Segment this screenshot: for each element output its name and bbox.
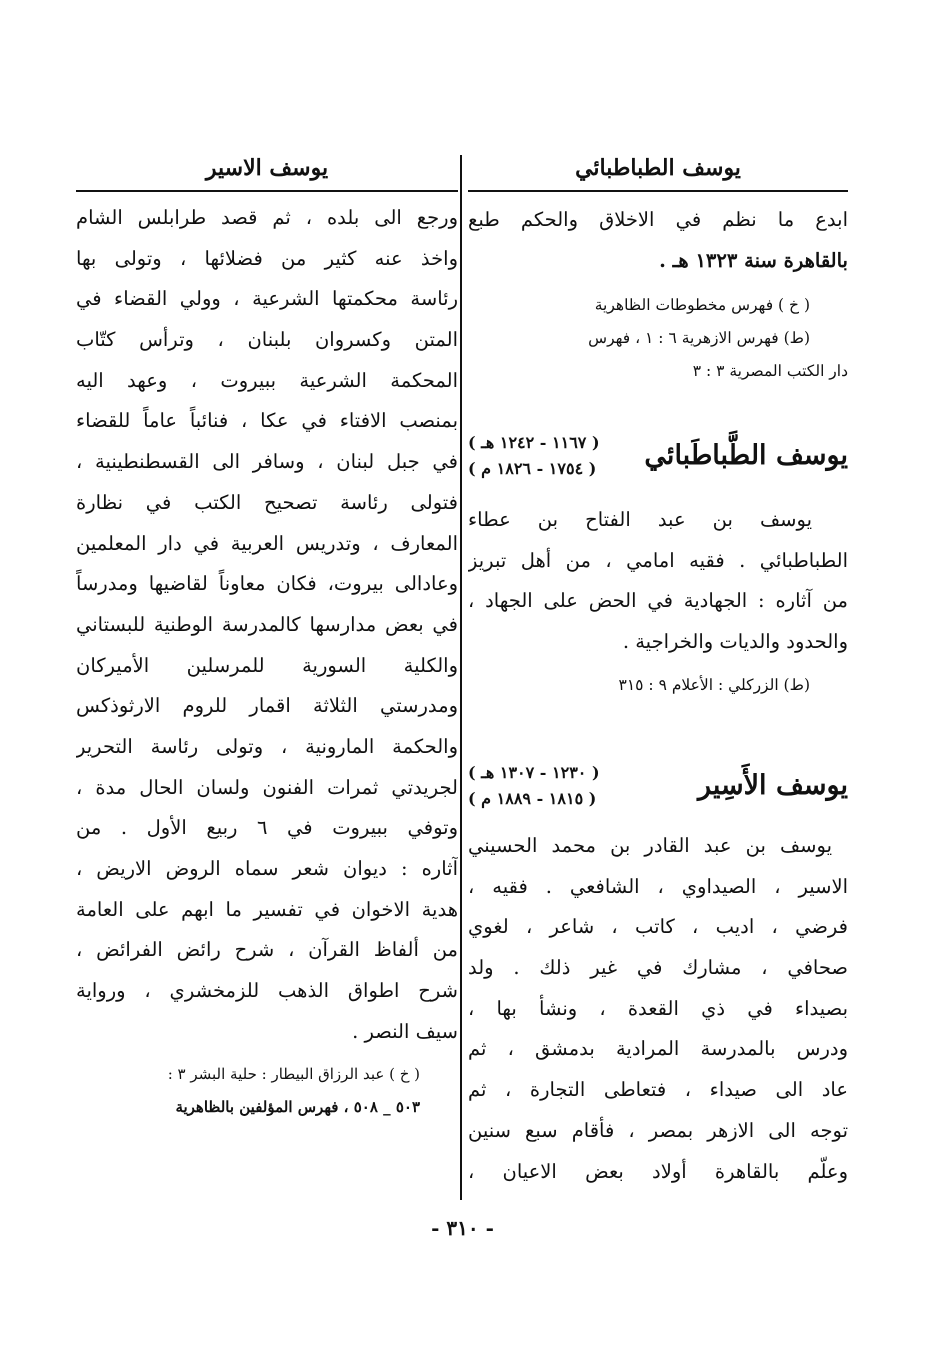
source-line: ( خ ) فهرس مخطوطات الظاهرية [594,296,810,315]
entry-name: يوسف الطَّباطَبائي [644,440,848,471]
source-line: ( خ ) عبد الرزاق البيطار : حلية البشر ٣ : [167,1065,420,1084]
entry-heading [468,430,848,496]
dates-gregorian: ( ١٨١٥ - ١٨٨٩ م ) [468,789,597,808]
header-rule [76,190,458,192]
entry-body [468,500,848,702]
text-line: والكلية السورية للمرسلين الأميركان [76,653,458,677]
entry-dates [468,430,680,482]
text-line: واخذ عنه كثير من فضلائها ، وتولى بها [76,246,458,270]
text-line: بصيداء في ذي القعدة ، ونشأ بها ، [468,996,848,1020]
text-line: وعادالى بيروت، فكان معاوناً لقاضيها ومدرساً [76,572,458,596]
text-line: في بعض مدارسها كالمدرسة الوطنية للبستاني [76,612,458,636]
header-rule [468,190,848,192]
source-line: دار الكتب المصرية ٣ : ٣ [692,362,848,381]
intro-text [468,200,848,388]
right-column-header: يوسف الطباطبائي [575,155,741,181]
text-line: ابدع ما نظم في الاخلاق والحكم طبع [468,208,848,231]
text-line: شرح اطواق الذهب للزمخشري ، ورواية [76,979,458,1003]
column-divider [460,155,462,1200]
text-line: ومدرستي الثلاثة اقمار للروم الارثوذكس [76,694,458,718]
text-line: توجه الى الازهر بمصر ، فأقام سبع سنين [468,1118,848,1142]
entry-heading [468,760,848,826]
text-line: المحكمة الشرعية ببيروت ، وعهد اليه [76,368,458,392]
text-line: آثاره : ديوان شعر سماه الروض الاريض ، [76,857,458,880]
dates-gregorian: ( ١٧٥٤ - ١٨٢٦ م ) [468,459,597,478]
text-line: الطباطبائي . فقيه امامي ، من أهل تبريز [468,548,848,572]
text-line: رئاسة محكمتها الشرعية ، وولي القضاء في [76,287,458,311]
text-line: المعارف ، وتدريس العربية في دار المعلمين [76,531,458,555]
text-line: الاسير ، الصيداوي ، الشافعي . فقيه ، [468,874,848,898]
text-line: بمنصب الافتاء في عكا ، فنائباً عاماً للقضاء [76,409,458,433]
text-line: لجريدتي ثمرات الفنون ولسان الحال مدة ، [76,775,458,799]
text-line: والحكمة المارونية ، وتولى رئاسة التحرير [76,734,458,758]
dates-hijri: ( ١١٦٧ - ١٢٤٢ هـ ) [468,433,600,452]
entry-body [468,826,848,1192]
source-line: (ط) فهرس الازهرية ٦ : ١ ، فهرس [588,329,810,348]
entry-dates [468,760,680,812]
left-column-header: يوسف الاسير [205,155,329,181]
text-line: في جبل لبنان ، وسافر الى القسطنطينية ، [76,450,458,474]
entry-continuation [76,198,458,1124]
text-line: ودرس بالمدرسة المرادية بدمشق ، ثم [468,1037,848,1061]
text-line: يوسف بن عبد القادر بن محمد الحسيني [468,834,832,857]
text-line: بالقاهرة سنة ١٣٢٣ هـ . [659,248,848,272]
left-column [76,150,458,1117]
text-line: المتن وكسروان بلبنان ، وترأس كتّاب [76,328,458,352]
text-line: فرضي ، اديب ، كاتب ، شاعر ، لغوي [468,915,848,939]
page-number: - ٣١٠ - [431,1216,494,1240]
text-line: من ألفاظ القرآن ، شرح رائض الفرائض ، [76,938,458,962]
text-line: صحافي ، مشارك في غير ذلك . ولد [468,956,848,980]
text-line: سيف النصر . [352,1019,458,1043]
entry-name: يوسف الأَسِير [697,770,848,801]
text-line: ورجع الى بلده ، ثم قصد طرابلس الشام [76,206,458,229]
text-line: والحدود والديات والخراجية . [622,630,848,654]
source-line: (ط) الزركلي : الأعلام ٩ : ٣١٥ [618,675,810,694]
text-line: عاد الى صيداء ، فتعاطى التجارة ، ثم [468,1078,848,1102]
text-line: وتوفي ببيروت في ٦ ربيع الأول . من [76,816,458,840]
text-line: هدية الاخوان في تفسير ما ابهم على العامة [76,897,458,921]
text-line: فتولى رئاسة تصحيح الكتب في نظارة [76,490,458,514]
text-line: وعلّم بالقاهرة أولاد بعض الاعيان ، [468,1159,848,1183]
dates-hijri: ( ١٢٣٠ - ١٣٠٧ هـ ) [468,763,600,782]
source-line: ٥٠٣ _ ٥٠٨ ، فهرس المؤلفين بالظاهرية [175,1098,420,1117]
text-line: يوسف بن عبد الفتاح بن عطاء [468,508,812,531]
right-column [468,150,848,1183]
text-line: من آثاره : الجهادية في الحض على الجهاد ، [468,589,848,613]
